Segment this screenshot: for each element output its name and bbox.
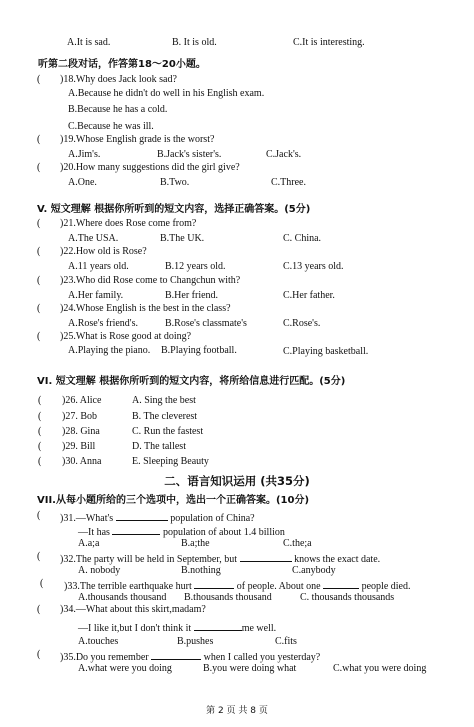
option-a: A.It is sad. bbox=[67, 37, 111, 48]
question-text: )32.The party will be held in September, but bbox=[60, 554, 238, 565]
option-a: A.11 years old. bbox=[68, 261, 129, 272]
question-20: )20.How many suggestions did the girl give? bbox=[60, 162, 240, 173]
part-title: 二、语言知识运用 (共35分) bbox=[164, 474, 310, 488]
question-text: —It has bbox=[78, 527, 110, 538]
option-b: B.a;the bbox=[181, 538, 210, 549]
option-b: B.Playing football. bbox=[161, 345, 237, 356]
section-title: VI. 短文理解 根据你所听到的短文内容，将所给信息进行匹配。(5分) bbox=[37, 376, 346, 387]
section-title: VII.从每小题所给的三个选项中，选出一个正确答案。(10分) bbox=[37, 495, 310, 506]
option-b: B.Because he has a cold. bbox=[68, 104, 168, 115]
match-item: )30. Anna bbox=[62, 456, 102, 467]
question-21: )21.Where does Rose come from? bbox=[60, 218, 197, 229]
match-option: C. Run the fastest bbox=[132, 426, 204, 437]
blank bbox=[240, 551, 292, 562]
question-25: )25.What is Rose good at doing? bbox=[60, 331, 192, 342]
answer-bracket: ( bbox=[37, 303, 41, 314]
question-35 bbox=[60, 649, 320, 664]
option-c: C.Because he was ill. bbox=[68, 121, 154, 132]
match-item: )29. Bill bbox=[62, 441, 96, 452]
option-c: C.Rose's. bbox=[283, 318, 321, 329]
blank bbox=[116, 510, 168, 521]
question-text: knows the exact date. bbox=[294, 554, 381, 565]
option-a: A.The USA. bbox=[68, 233, 119, 244]
option-b: B.Her friend. bbox=[165, 290, 219, 301]
option-b: B.12 years old. bbox=[165, 261, 226, 272]
blank bbox=[194, 578, 234, 589]
option-c: C.It is interesting. bbox=[293, 37, 365, 48]
option-c: C.Three. bbox=[271, 177, 306, 188]
answer-bracket: ( bbox=[37, 218, 41, 229]
question-text: of people. About one bbox=[236, 581, 321, 592]
match-option: E. Sleeping Beauty bbox=[132, 456, 209, 467]
answer-bracket: ( bbox=[38, 426, 42, 437]
match-item: )26. Alice bbox=[62, 395, 102, 406]
question-text: people died. bbox=[361, 581, 411, 592]
option-a: A.Because he didn't do well in his English exam. bbox=[68, 88, 265, 99]
option-a: A.Rose's friend's. bbox=[68, 318, 138, 329]
question-32 bbox=[60, 551, 380, 566]
option-b: B.Two. bbox=[160, 177, 190, 188]
question-text: )33.The terrible earthquake hurt bbox=[64, 581, 192, 592]
option-a: A.One. bbox=[68, 177, 97, 188]
question-34: )34.—What about this skirt,madam? bbox=[60, 604, 206, 615]
answer-bracket: ( bbox=[37, 331, 41, 342]
option-a: A.Jim's. bbox=[68, 149, 101, 160]
option-c: C.Her father. bbox=[283, 290, 335, 301]
answer-bracket: ( bbox=[37, 134, 41, 145]
answer-bracket: ( bbox=[37, 551, 41, 562]
question-31-line2 bbox=[78, 524, 285, 539]
option-c: C.fits bbox=[275, 636, 297, 647]
option-a: A.what were you doing bbox=[78, 663, 172, 674]
question-text: population of about 1.4 billion bbox=[162, 527, 285, 538]
question-text: when I called you yesterday? bbox=[203, 652, 321, 663]
answer-bracket: ( bbox=[37, 649, 41, 660]
option-c: C.anybody bbox=[292, 565, 336, 576]
question-31 bbox=[60, 510, 255, 525]
option-a: A.touches bbox=[78, 636, 119, 647]
match-item: )28. Gina bbox=[62, 426, 100, 437]
section-title: V. 短文理解 根据你所听到的短文内容，选择正确答案。(5分) bbox=[37, 204, 311, 215]
answer-bracket: ( bbox=[40, 578, 44, 589]
answer-bracket: ( bbox=[37, 246, 41, 257]
option-c: C. China. bbox=[283, 233, 322, 244]
option-c: C.Jack's. bbox=[266, 149, 302, 160]
option-b: B.Jack's sister's. bbox=[157, 149, 222, 160]
option-b: B.pushes bbox=[177, 636, 214, 647]
answer-bracket: ( bbox=[38, 456, 42, 467]
blank bbox=[194, 620, 242, 631]
answer-bracket: ( bbox=[37, 604, 41, 615]
match-item: )27. Bob bbox=[62, 411, 97, 422]
option-b: B. It is old. bbox=[172, 37, 217, 48]
question-19: )19.Whose English grade is the worst? bbox=[60, 134, 215, 145]
question-34-line2 bbox=[78, 620, 276, 635]
blank bbox=[112, 524, 160, 535]
question-18: )18.Why does Jack look sad? bbox=[60, 74, 177, 85]
option-b: B.you were doing what bbox=[203, 663, 297, 674]
question-text: )35.Do you remember bbox=[60, 652, 149, 663]
answer-bracket: ( bbox=[38, 395, 42, 406]
option-a: A. nobody bbox=[78, 565, 121, 576]
option-c: C.what you were doing bbox=[333, 663, 427, 674]
option-a: A.thousands thousand bbox=[78, 592, 167, 603]
option-b: B.thousands thousand bbox=[184, 592, 272, 603]
answer-bracket: ( bbox=[37, 162, 41, 173]
option-c: C. thousands thousands bbox=[300, 592, 395, 603]
question-text: —I like it,but I don't think it bbox=[78, 623, 192, 634]
option-c: C.Playing basketball. bbox=[283, 346, 369, 357]
answer-bracket: ( bbox=[37, 74, 41, 85]
match-option: D. The tallest bbox=[132, 441, 186, 452]
question-text: me well. bbox=[241, 623, 277, 634]
part-instruction: 听第二段对话，作答第18～20小题。 bbox=[38, 59, 206, 70]
page-footer: 第 2 页 共 8 页 bbox=[206, 706, 268, 716]
answer-bracket: ( bbox=[37, 275, 41, 286]
question-24: )24.Whose English is the best in the class? bbox=[60, 303, 231, 314]
blank bbox=[151, 649, 201, 660]
option-b: B.nothing bbox=[181, 565, 221, 576]
match-option: B. The cleverest bbox=[132, 411, 198, 422]
answer-bracket: ( bbox=[38, 441, 42, 452]
option-c: C.13 years old. bbox=[283, 261, 344, 272]
blank bbox=[323, 578, 359, 589]
option-a: A.a;a bbox=[78, 538, 100, 549]
question-23: )23.Who did Rose come to Changchun with? bbox=[60, 275, 241, 286]
answer-bracket: ( bbox=[37, 510, 41, 521]
answer-bracket: ( bbox=[38, 411, 42, 422]
question-text: )31.—What's bbox=[60, 513, 114, 524]
question-33 bbox=[64, 578, 410, 593]
option-c: C.the;a bbox=[283, 538, 312, 549]
question-22: )22.How old is Rose? bbox=[60, 246, 147, 257]
option-a: A.Her family. bbox=[68, 290, 124, 301]
option-b: B.The UK. bbox=[160, 233, 205, 244]
option-b: B.Rose's classmate's bbox=[165, 318, 247, 329]
option-a: A.Playing the piano. bbox=[68, 345, 151, 356]
match-option: A. Sing the best bbox=[132, 395, 196, 406]
question-text: population of China? bbox=[170, 513, 255, 524]
